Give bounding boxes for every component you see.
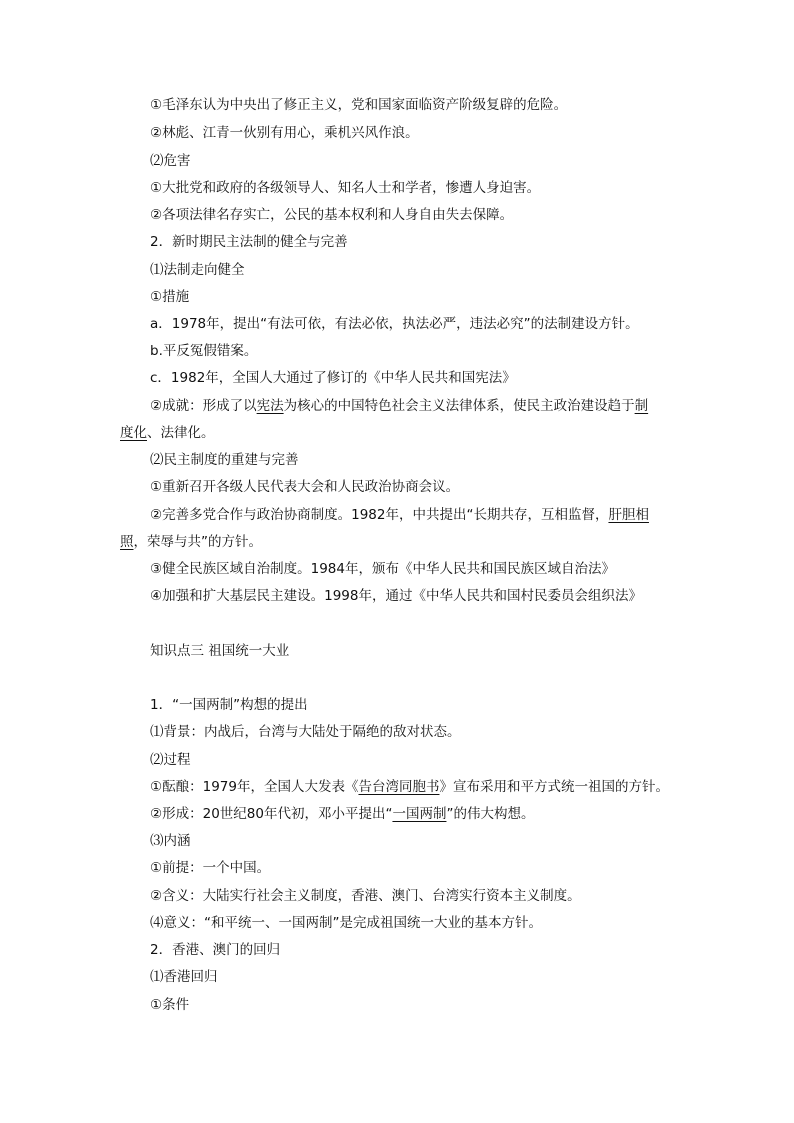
text-line — [150, 506, 649, 524]
text-line — [120, 533, 262, 551]
text-line — [150, 397, 648, 415]
text-line: ①措施 — [150, 289, 190, 305]
underlined-term: 照 — [120, 534, 134, 550]
text-span: ”的伟大构想。 — [446, 806, 535, 822]
underlined-term: 制 — [634, 398, 649, 414]
text-span: ，荣辱与共”的方针。 — [133, 534, 262, 550]
text-line: ⑴法制走向健全 — [150, 262, 245, 278]
text-line: ②含义：大陆实行社会主义制度，香港、澳门、台湾实行资本主义制度。 — [150, 888, 581, 904]
text-line: ④加强和扩大基层民主建设。1998年，通过《中华人民共和国村民委员会组织法》 — [150, 588, 642, 604]
section-heading: 2．香港、澳门的回归 — [150, 942, 281, 958]
text-span: ①酝酿：1979年，全国人大发表《 — [150, 779, 359, 795]
text-span: ②完善多党合作与政治协商制度。1982年，中共提出“长期共存，互相监督， — [150, 507, 609, 523]
text-line — [150, 778, 669, 796]
underlined-term: 肝胆相 — [608, 507, 649, 523]
text-line: ⑴香港回归 — [150, 969, 218, 985]
text-line: ②林彪、江青一伙别有用心，乘机兴风作浪。 — [150, 125, 419, 141]
text-line — [120, 424, 215, 442]
text-line: ①条件 — [150, 997, 190, 1013]
text-line: 1．“一国两制”构想的提出 — [150, 697, 308, 713]
text-line: a．1978年，提出“有法可依，有法必依，执法必严，违法必究”的法制建设方针。 — [150, 316, 639, 332]
underlined-term: 度化 — [120, 425, 147, 441]
text-line: ①前提：一个中国。 — [150, 860, 271, 876]
section-heading: 2．新时期民主法制的健全与完善 — [150, 234, 348, 250]
text-span: ②形成：20世纪80年代初，邓小平提出“ — [150, 806, 393, 822]
text-line: ⑴背景：内战后，台湾与大陆处于隔绝的敌对状态。 — [150, 724, 461, 740]
text-line: ⑵过程 — [150, 752, 191, 768]
underlined-term: 告台湾同胞书 — [358, 779, 440, 795]
text-line: ⑶内涵 — [150, 833, 191, 849]
text-line: ⑵危害 — [150, 153, 191, 169]
text-line: ②各项法律名存实亡，公民的基本权利和人身自由失去保障。 — [150, 207, 514, 223]
text-span: 为核心的中国特色社会主义法律体系，使民主政治建设趋于 — [283, 398, 635, 414]
underlined-term: 一国两制 — [392, 806, 447, 822]
text-line: ③健全民族区域自治制度。1984年，颁布《中华人民共和国民族区域自治法》 — [150, 561, 615, 577]
text-line: ①重新召开各级人民代表大会和人民政治协商会议。 — [150, 479, 460, 495]
text-line: b.平反冤假错案。 — [150, 343, 258, 359]
text-line: c．1982年，全国人大通过了修订的《中华人民共和国宪法》 — [150, 370, 516, 386]
text-line: ①大批党和政府的各级领导人、知名人士和学者，惨遭人身迫害。 — [150, 180, 541, 196]
text-line: ①毛泽东认为中央出了修正主义，党和国家面临资产阶级复辟的危险。 — [150, 97, 568, 113]
text-line — [150, 805, 534, 823]
text-line: ⑵民主制度的重建与完善 — [150, 452, 299, 468]
text-span: 》宣布采用和平方式统一祖国的方针。 — [439, 779, 669, 795]
text-line: ⑷意义：“和平统一、一国两制”是完成祖国统一大业的基本方针。 — [150, 915, 542, 931]
section-heading: 知识点三 祖国统一大业 — [150, 643, 290, 659]
text-span: 、法律化。 — [147, 425, 215, 441]
underlined-term: 宪法 — [256, 398, 284, 414]
text-span: ②成就：形成了以 — [150, 398, 257, 414]
